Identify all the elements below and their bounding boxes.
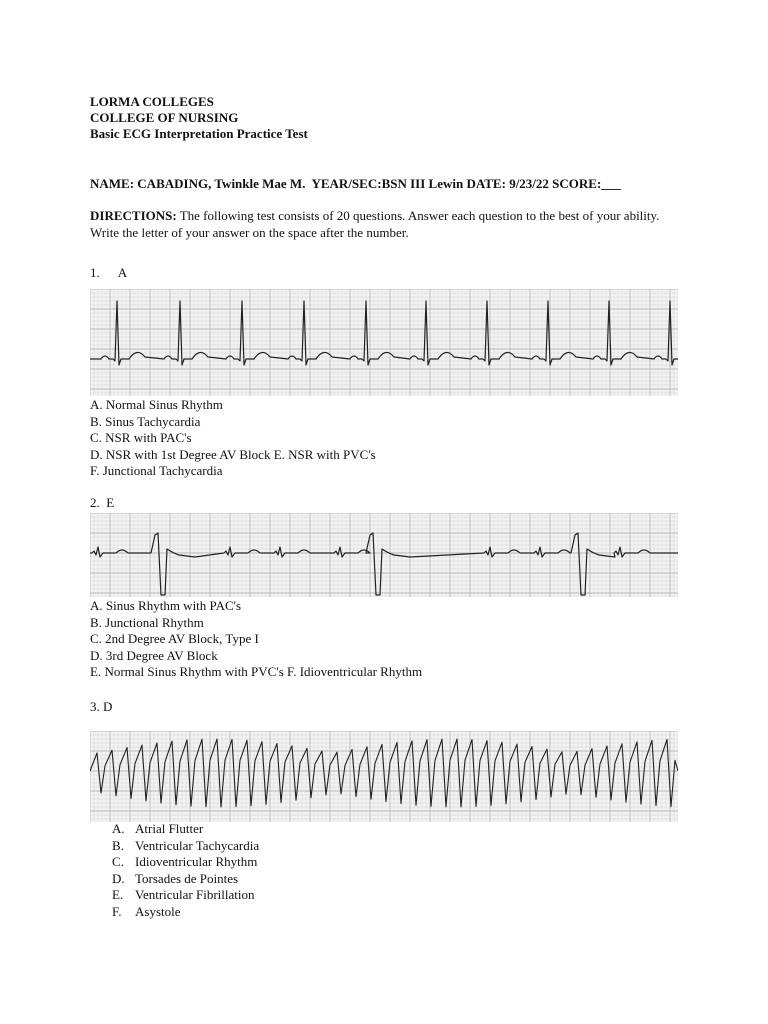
test-title: Basic ECG Interpretation Practice Test: [90, 126, 308, 141]
option: [112, 887, 259, 904]
option-letter: B.: [112, 837, 124, 853]
option: [112, 871, 259, 888]
option-text: Ventricular Fibrillation: [135, 887, 255, 902]
score-label: SCORE:: [552, 176, 602, 191]
option: A. Normal Sinus Rhythm: [90, 397, 223, 412]
option-text: Torsades de Pointes: [135, 870, 239, 886]
option: D. NSR with 1st Degree AV Block E. NSR with PVC's: [90, 446, 376, 462]
question-2-header: [90, 495, 114, 511]
ecg-strip-1: [90, 289, 678, 396]
option: B. Junctional Rhythm: [90, 614, 204, 630]
option: [112, 904, 259, 921]
name-label: NAME:: [90, 176, 135, 191]
directions-text: The following test consists of 20 questions. Answer each question to the best of your ability. Write the letter of your answer on the space after the number.: [90, 208, 660, 240]
question-answer: D: [103, 699, 113, 714]
student-info-line: [90, 176, 621, 192]
question-2-options: [90, 598, 422, 681]
ecg-strip-2-graphic: [90, 513, 678, 597]
option: E. Normal Sinus Rhythm with PVC's F. Idioventricular Rhythm: [90, 664, 423, 679]
question-1-header: [90, 265, 127, 281]
option-text: Ventricular Tachycardia: [135, 837, 260, 853]
option: C. NSR with PAC's: [90, 430, 192, 445]
option: [112, 821, 259, 838]
question-number: 3.: [90, 699, 100, 714]
question-3-options: [112, 821, 259, 920]
yearsec-value: BSN III Lewin: [381, 176, 464, 191]
option-letter: D.: [112, 870, 125, 886]
option: B. Sinus Tachycardia: [90, 413, 201, 429]
question-answer: E: [106, 495, 115, 510]
ecg-strip-2: [90, 513, 678, 597]
yearsec-label: YEAR/SEC:: [311, 176, 382, 191]
option: [112, 854, 259, 871]
score-blank: ___: [601, 176, 621, 191]
ecg-strip-1-graphic: [90, 289, 678, 396]
option: F. Junctional Tachycardia: [90, 463, 223, 478]
college-name: COLLEGE OF NURSING: [90, 110, 239, 125]
question-number: 1.: [90, 265, 100, 280]
date-value: 9/23/22: [509, 176, 549, 191]
question-1-options: [90, 397, 376, 480]
question-3-header: [90, 699, 112, 715]
directions: [90, 207, 675, 241]
option: C. 2nd Degree AV Block, Type I: [90, 631, 259, 646]
option-text: Asystole: [135, 903, 181, 919]
option-letter: C.: [112, 854, 124, 869]
option-letter: F.: [112, 903, 122, 919]
option-letter: A.: [112, 821, 125, 836]
option-text: Idioventricular Rhythm: [135, 854, 258, 869]
option: [112, 838, 259, 855]
question-answer: A: [117, 265, 128, 280]
directions-label: DIRECTIONS:: [90, 208, 177, 223]
question-number: 2.: [90, 495, 100, 510]
option-text: Atrial Flutter: [135, 821, 204, 836]
option: A. Sinus Rhythm with PAC's: [90, 598, 242, 613]
ecg-strip-3-graphic: [90, 731, 678, 822]
date-label: DATE:: [466, 176, 506, 191]
option: D. 3rd Degree AV Block: [90, 647, 218, 663]
school-name: LORMA COLLEGES: [90, 94, 214, 109]
option-letter: E.: [112, 887, 124, 902]
ecg-strip-3: [90, 731, 678, 822]
student-name: CABADING, Twinkle Mae M.: [137, 176, 306, 191]
